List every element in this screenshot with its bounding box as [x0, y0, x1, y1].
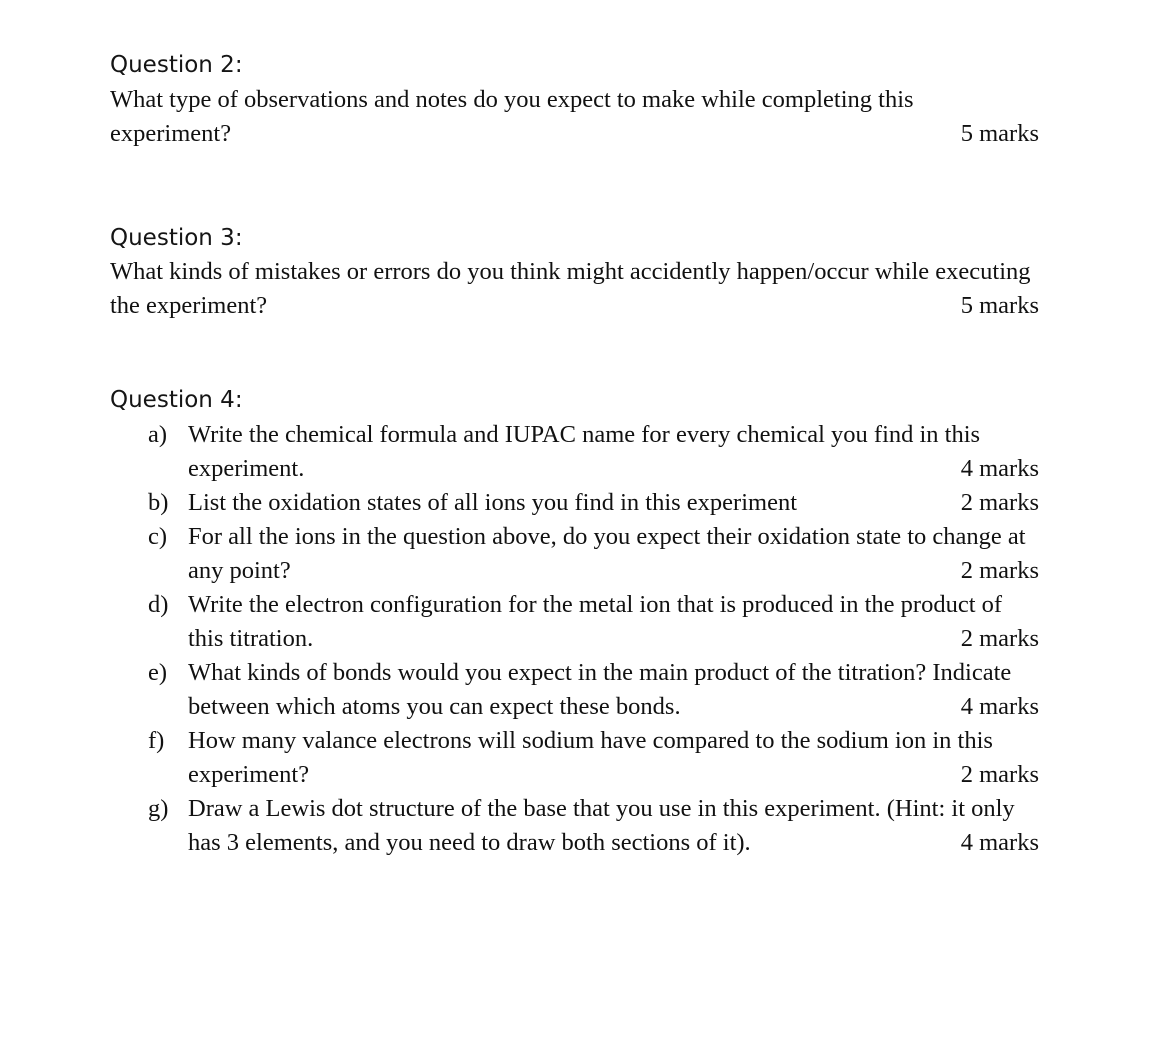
question-4a-marks: 4 marks: [960, 455, 1039, 482]
question-4f-text-line-1: How many valance electrons will sodium have compared to the sodium ion in this: [188, 727, 993, 754]
question-2-marks: 5 marks: [960, 120, 1039, 147]
question-4d-marks: 2 marks: [960, 625, 1039, 652]
question-4-heading: Question 4:: [110, 387, 243, 413]
question-4f-text-line-2: experiment?: [188, 761, 310, 788]
question-4a-text-line-1: Write the chemical formula and IUPAC name for every chemical you find in this: [188, 421, 981, 448]
question-4d-label: d): [148, 591, 169, 618]
question-3-marks: 5 marks: [960, 292, 1039, 319]
question-4g-marks: 4 marks: [960, 829, 1039, 856]
question-4c-label: c): [148, 523, 168, 550]
question-4d-text-line-2: this titration.: [188, 625, 314, 652]
question-3-text-line-1: What kinds of mistakes or errors do you think might accidently happen/occur while executing: [110, 258, 1031, 285]
question-4e-label: e): [148, 659, 168, 686]
question-3-text-line-2: the experiment?: [110, 292, 268, 319]
question-4b-label: b): [148, 489, 169, 516]
question-4f-label: f): [148, 727, 165, 754]
question-2-text-line-2: experiment?: [110, 120, 232, 147]
question-4g-text-line-1: Draw a Lewis dot structure of the base that you use in this experiment. (Hint: it only: [188, 795, 1015, 822]
question-4b-text-line-1: List the oxidation states of all ions you find in this experiment: [188, 489, 798, 516]
question-4e-text-line-1: What kinds of bonds would you expect in the main product of the titration? Indicate: [188, 659, 1012, 686]
question-4a-text-line-2: experiment.: [188, 455, 305, 482]
question-4g-text-line-2: has 3 elements, and you need to draw both sections of it).: [188, 829, 751, 856]
question-3-heading: Question 3:: [110, 225, 243, 251]
question-2-heading: Question 2:: [110, 52, 243, 78]
question-4c-text-line-1: For all the ions in the question above, do you expect their oxidation state to change at: [188, 523, 1026, 550]
question-4b-marks: 2 marks: [960, 489, 1039, 516]
question-4c-text-line-2: any point?: [188, 557, 291, 584]
question-4f-marks: 2 marks: [960, 761, 1039, 788]
question-4c-marks: 2 marks: [960, 557, 1039, 584]
question-4a-label: a): [148, 421, 168, 448]
question-2-text-line-1: What type of observations and notes do you expect to make while completing this: [110, 86, 914, 113]
question-4e-marks: 4 marks: [960, 693, 1039, 720]
question-4d-text-line-1: Write the electron configuration for the metal ion that is produced in the product of: [188, 591, 1003, 618]
question-4e-text-line-2: between which atoms you can expect these bonds.: [188, 693, 681, 720]
question-4g-label: g): [148, 795, 169, 822]
